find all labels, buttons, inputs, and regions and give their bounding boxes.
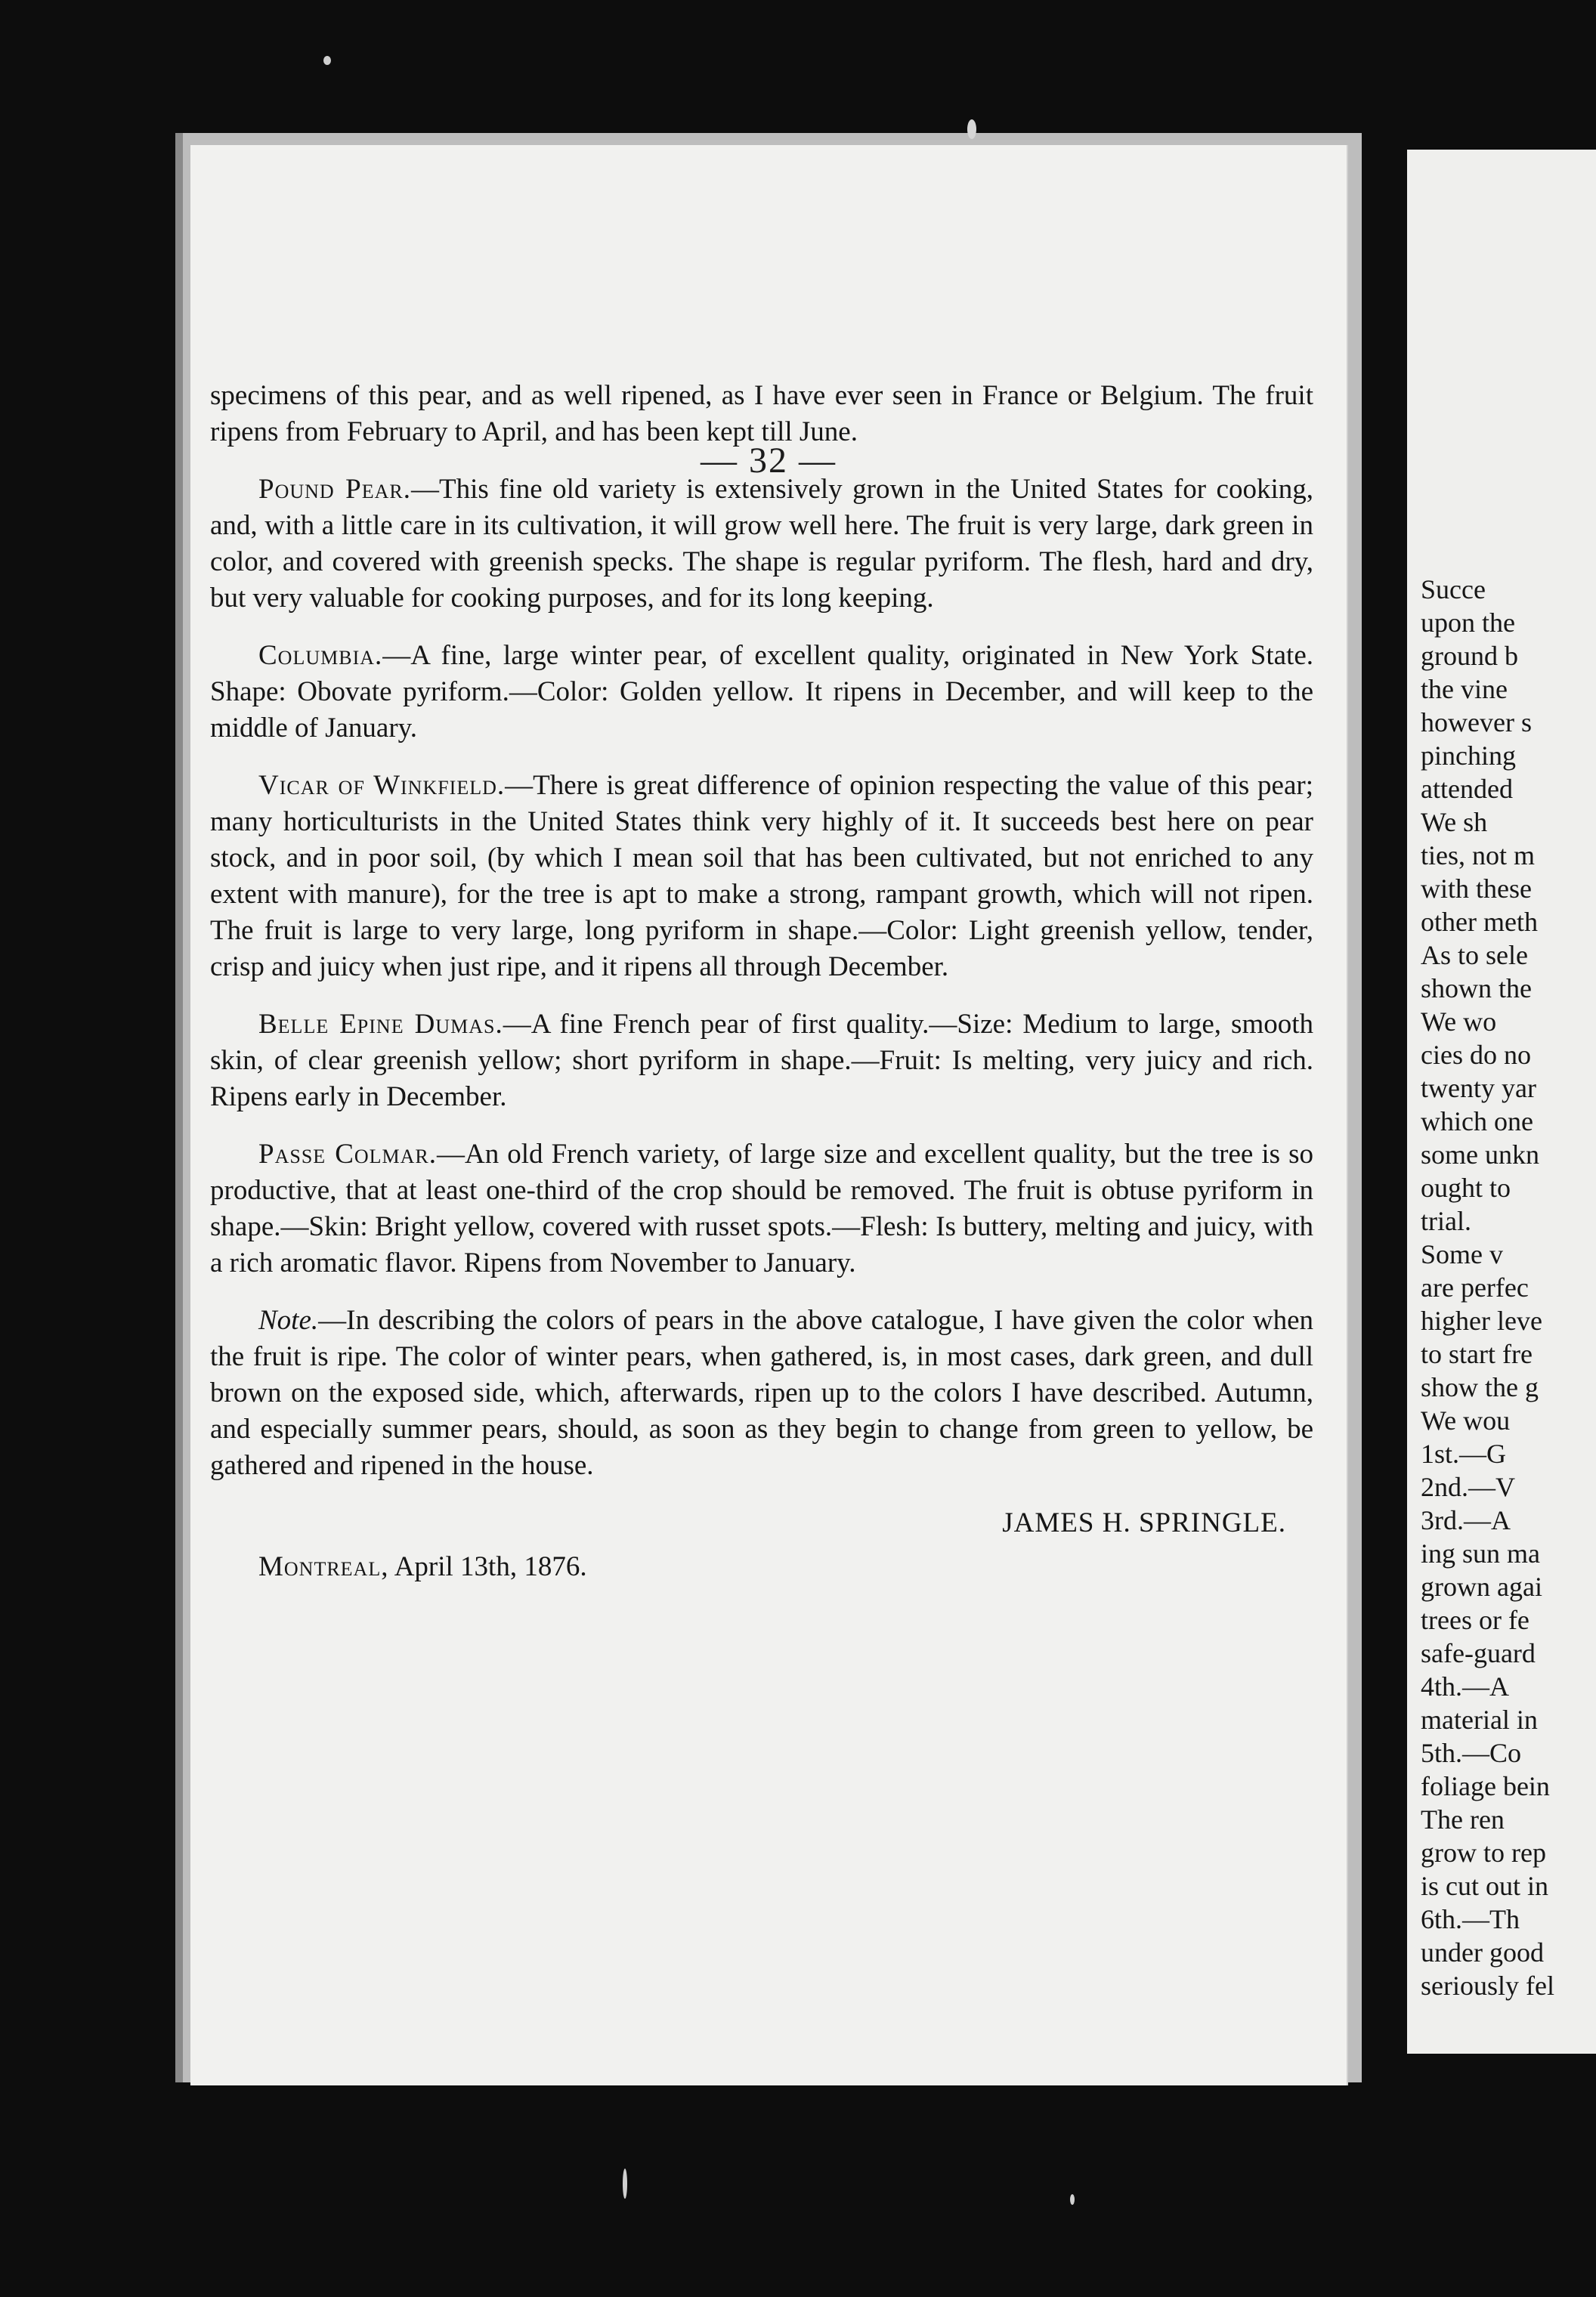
facing-page-line: foliage bein	[1421, 1771, 1550, 1801]
paragraph-note	[210, 1303, 1313, 1484]
facing-page-line: grown agai	[1421, 1572, 1542, 1602]
paragraph-columbia	[210, 638, 1313, 747]
facing-page-line: seriously fel	[1421, 1971, 1554, 2001]
facing-page-line: We sh	[1421, 807, 1488, 837]
facing-page-line: attended	[1421, 774, 1513, 804]
facing-page-line: pinching	[1421, 740, 1516, 771]
dust-speck	[623, 2169, 627, 2199]
facing-page-line: other meth	[1421, 907, 1538, 937]
facing-page-line: the vine	[1421, 674, 1508, 704]
variety-title: Columbia.	[258, 640, 383, 671]
facing-page-line: 6th.—Th	[1421, 1904, 1520, 1934]
paragraph-text: —In describing the colors of pears in the above catalogue, I have given the color when the fruit is ripe. The color of winter pears, when gathered, is, in most cases, dark green, and dull brown on the exposed side, which, afterwards, ripen up to the colors I have described. Autumn, and especially summer pears, should, as soon as they begin to change from green to yellow, be gathered and ripened in the house.	[210, 1305, 1313, 1481]
facing-page-line: shown the	[1421, 973, 1532, 1003]
facing-page-line: ought to	[1421, 1173, 1511, 1203]
facing-page-line: 2nd.—V	[1421, 1472, 1515, 1502]
paragraph-text: specimens of this pear, and as well ripened, as I have ever seen in France or Belgium. The fruit ripens from February to April, and has been kept till June.	[210, 380, 1313, 447]
facing-page-line: with these	[1421, 873, 1532, 904]
variety-title: Pound Pear.	[258, 474, 411, 505]
facing-page-line: however s	[1421, 707, 1532, 737]
facing-page-line: show the g	[1421, 1372, 1539, 1402]
facing-page-line: higher leve	[1421, 1306, 1542, 1336]
paragraph-text: —A fine French pear of first quality.—Size: Medium to large, smooth skin, of clear greenish yellow; short pyriform in shape.—Fruit: Is melting, very juicy and rich. Ripens early in December.	[210, 1009, 1314, 1112]
paragraph-intro	[210, 378, 1313, 450]
facing-page-line: 1st.—G	[1421, 1439, 1507, 1469]
facing-page-line: safe-guard	[1421, 1638, 1536, 1668]
page-body	[210, 378, 1313, 1585]
facing-page-line: some unkn	[1421, 1139, 1539, 1170]
facing-page-line: Some v	[1421, 1239, 1504, 1269]
facing-page-line: trees or fe	[1421, 1605, 1530, 1635]
facing-page-line: 4th.—A	[1421, 1671, 1509, 1702]
facing-page-line: trial.	[1421, 1206, 1471, 1236]
facing-page-line: 3rd.—A	[1421, 1505, 1511, 1535]
paragraph-vicar-of-winkfield	[210, 768, 1313, 985]
facing-page-line: ground b	[1421, 641, 1518, 671]
facing-page-line: 5th.—Co	[1421, 1738, 1522, 1768]
dust-speck	[967, 119, 976, 139]
author-signature: JAMES H. SPRINGLE.	[1002, 1507, 1286, 1538]
facing-page-line: cies do no	[1421, 1040, 1531, 1070]
dust-speck	[1070, 2194, 1075, 2205]
paragraph-text: —There is great difference of opinion respecting the value of this pear; many horticulturists in the United States think very highly of it. It succeeds best here on pear stock, and in poor soil, (by which I mean soil that has been cultivated, but not enriched to any extent with manure), for the tree is apt to make a strong, rampant growth, which will not ripen. The fruit is large to very large, long pyriform in shape.—Color: Light greenish yellow, tender, crisp and juicy when just ripe, and it ripens all through December.	[210, 770, 1314, 982]
variety-title: Vicar of Winkfield.	[258, 770, 506, 801]
variety-title: Belle Epine Dumas.	[258, 1009, 503, 1040]
facing-page-line: is cut out in	[1421, 1871, 1548, 1901]
variety-title: Passe Colmar.	[258, 1139, 438, 1170]
paragraph-pound-pear	[210, 471, 1313, 617]
facing-page-line: As to sele	[1421, 940, 1528, 970]
facing-page-line: material in	[1421, 1705, 1538, 1735]
facing-page-line: The ren	[1421, 1804, 1505, 1835]
facing-page-line: ing sun ma	[1421, 1538, 1540, 1569]
facing-page-text	[1421, 573, 1596, 2002]
facing-page-line: to start fre	[1421, 1339, 1533, 1369]
dateline-place: Montreal,	[258, 1551, 389, 1582]
facing-page-line: grow to rep	[1421, 1838, 1546, 1868]
paragraph-passe-colmar	[210, 1136, 1313, 1281]
facing-page-line: upon the	[1421, 607, 1515, 638]
facing-page-line: which one	[1421, 1106, 1533, 1136]
facing-page-line: We wou	[1421, 1405, 1511, 1436]
facing-page-line: twenty yar	[1421, 1073, 1536, 1103]
page-number: — 32 —	[701, 441, 837, 481]
facing-page-line: are perfec	[1421, 1272, 1529, 1303]
facing-page-line: under good	[1421, 1937, 1544, 1968]
paragraph-text: —This fine old variety is extensively grown in the United States for cooking, and, with a little care in its cultivation, it will grow well here. The fruit is very large, dark green in color, and covered with greenish specks. The shape is regular pyriform. The flesh, hard and dry, but very valuable for cooking purposes, and for its long keeping.	[210, 474, 1313, 614]
note-label: Note.	[258, 1305, 319, 1336]
facing-page-line: ties, not m	[1421, 840, 1535, 870]
dust-speck	[323, 56, 331, 65]
book-page-right-facing	[1407, 150, 1596, 2054]
paragraph-text: —A fine, large winter pear, of excellent quality, originated in New York State. Shape: Obovate pyriform.—Color: Golden yellow. It ripens in December, and will keep to the middle of January.	[210, 640, 1313, 744]
dateline	[210, 1549, 1313, 1585]
paragraph-belle-epine-dumas	[210, 1006, 1313, 1115]
paragraph-text: —An old French variety, of large size and excellent quality, but the tree is so productive, that at least one-third of the crop should be removed. The fruit is obtuse pyriform in shape.—Skin: Bright yellow, covered with russet spots.—Flesh: Is buttery, melting and juicy, with a rich aromatic flavor. Ripens from November to January.	[210, 1139, 1313, 1278]
facing-page-line: Succe	[1421, 574, 1486, 604]
facing-page-line: We wo	[1421, 1006, 1497, 1037]
dateline-date: April 13th, 1876.	[394, 1551, 587, 1582]
